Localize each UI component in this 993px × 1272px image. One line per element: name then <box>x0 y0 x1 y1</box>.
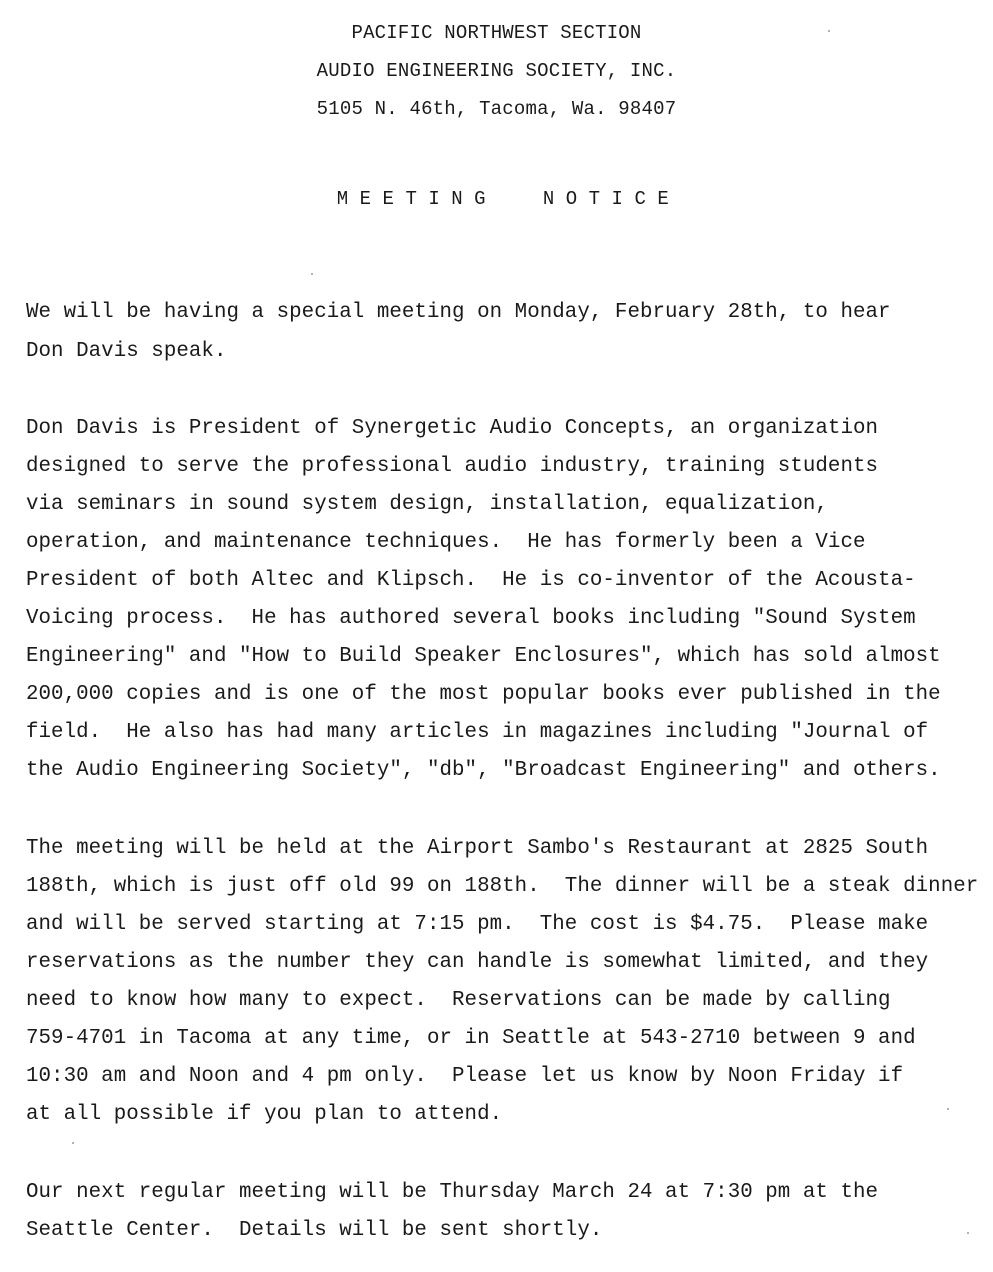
text-line: Seattle Center. Details will be sent shortly. <box>26 1219 603 1242</box>
text-line: Engineering" and "How to Build Speaker Enclosures", which has sold almost <box>26 645 941 668</box>
text-line: Voicing process. He has authored several books including "Sound System <box>26 607 916 630</box>
scan-speck <box>311 273 313 275</box>
text-line: reservations as the number they can handle is somewhat limited, and they <box>26 951 929 974</box>
text-line: operation, and maintenance techniques. He has formerly been a Vice <box>26 531 866 554</box>
text-line: 759-4701 in Tacoma at any time, or in Seattle at 543-2710 between 9 and <box>26 1027 916 1050</box>
text-line: President of both Altec and Klipsch. He is co-inventor of the Acousta- <box>26 569 916 592</box>
document-title: MEETING NOTICE <box>336 188 681 210</box>
text-line: The meeting will be held at the Airport Sambo's Restaurant at 2825 South <box>26 837 929 860</box>
scan-speck <box>72 1142 74 1144</box>
text-line: need to know how many to expect. Reservations can be made by calling <box>26 989 891 1012</box>
text-line: We will be having a special meeting on Monday, February 28th, to hear <box>26 301 891 324</box>
text-line: 188th, which is just off old 99 on 188th. The dinner will be a steak dinner <box>26 875 979 898</box>
scan-speck <box>967 1232 969 1234</box>
letterhead-society-name: AUDIO ENGINEERING SOCIETY, INC. <box>316 60 677 82</box>
text-line: 200,000 copies and is one of the most popular books ever published in the <box>26 683 941 706</box>
text-line: Don Davis is President of Synergetic Audio Concepts, an organization <box>26 417 879 440</box>
text-line: designed to serve the professional audio industry, training students <box>26 455 879 478</box>
letterhead-address: 5105 N. 46th, Tacoma, Wa. 98407 <box>316 98 677 120</box>
text-line: 10:30 am and Noon and 4 pm only. Please let us know by Noon Friday if <box>26 1065 904 1088</box>
text-line: Our next regular meeting will be Thursday March 24 at 7:30 pm at the <box>26 1181 879 1204</box>
text-line: Don Davis speak. <box>26 340 227 363</box>
text-line: at all possible if you plan to attend. <box>26 1103 503 1126</box>
letterhead-section-name: PACIFIC NORTHWEST SECTION <box>351 22 642 44</box>
text-line: the Audio Engineering Society", "db", "Broadcast Engineering" and others. <box>26 759 941 782</box>
scan-speck <box>947 1108 949 1110</box>
text-line: field. He also has had many articles in magazines including "Journal of <box>26 721 929 744</box>
text-line: and will be served starting at 7:15 pm. The cost is $4.75. Please make <box>26 913 929 936</box>
text-line: via seminars in sound system design, installation, equalization, <box>26 493 828 516</box>
scan-speck <box>828 30 830 32</box>
